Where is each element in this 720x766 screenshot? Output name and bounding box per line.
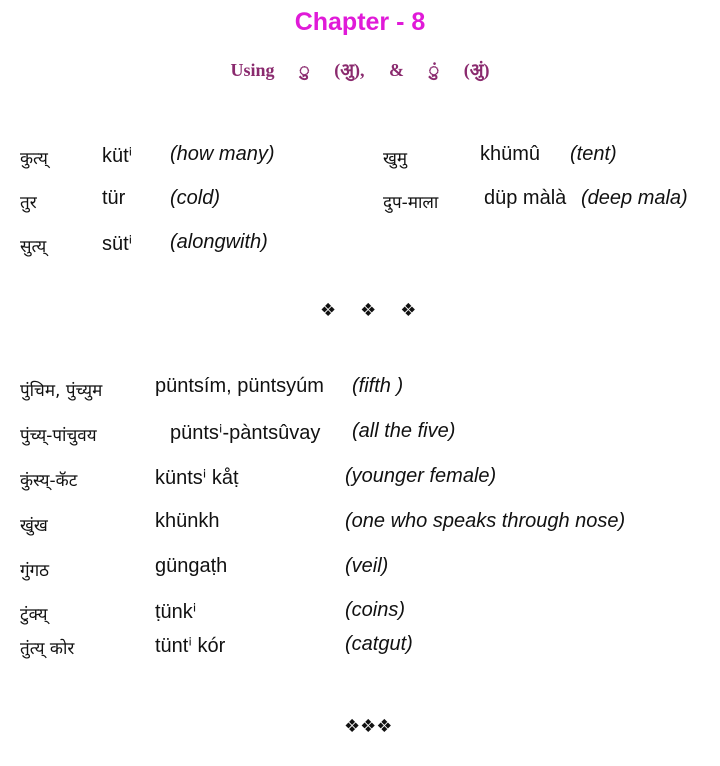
- subtitle-example-u: (अु),: [334, 60, 365, 80]
- word-devanagari: तुर: [20, 193, 37, 213]
- word-devanagari: कुत्य्: [20, 149, 48, 169]
- word-transliteration: güngaṭh: [155, 555, 228, 577]
- word-devanagari: गुंगठ: [20, 561, 50, 581]
- word-transliteration: püntsím, püntsyúm: [155, 375, 324, 397]
- chapter-subtitle: [0, 58, 720, 82]
- word-transliteration: püntsⁱ-pàntsûvay: [170, 422, 321, 444]
- word-gloss: (alongwith): [170, 231, 268, 253]
- word-gloss: (cold): [170, 187, 221, 209]
- diamond-ornament-icon: ❖: [400, 300, 417, 321]
- section-ornament: [320, 300, 440, 321]
- word-gloss: (catgut): [345, 633, 413, 655]
- diamond-ornament-icon: ❖: [360, 300, 377, 321]
- word-gloss: (how many): [170, 143, 275, 165]
- subtitle-using: Using: [230, 60, 275, 80]
- word-gloss: (tent): [570, 143, 617, 165]
- word-transliteration: sütⁱ: [102, 233, 133, 255]
- word-devanagari: पुंच्य्-पांचुवय: [20, 426, 97, 446]
- diamond-ornament-icon: ❖: [320, 300, 337, 321]
- word-gloss: (veil): [345, 555, 389, 577]
- word-devanagari: सुत्य्: [20, 237, 47, 257]
- word-transliteration: ṭünkⁱ: [155, 601, 197, 623]
- word-devanagari: टुंक्य्: [20, 605, 48, 625]
- word-devanagari: खुंख: [20, 516, 48, 536]
- word-gloss: (all the five): [352, 420, 456, 442]
- word-gloss: (fifth ): [352, 375, 404, 397]
- subtitle-ampersand: &: [389, 60, 404, 80]
- word-devanagari: तुंत्य् कोर: [20, 639, 75, 659]
- word-transliteration: küntsⁱ kåṭ: [155, 467, 239, 489]
- subtitle-mark-u: ु: [299, 60, 310, 80]
- chapter-title: Chapter - 8: [294, 8, 426, 36]
- word-devanagari: दुप-माला: [383, 193, 439, 213]
- word-gloss: (younger female): [345, 465, 497, 487]
- subtitle-mark-un: ुं: [428, 60, 440, 80]
- end-ornament: ❖❖❖: [344, 716, 393, 737]
- word-transliteration: khümû: [480, 143, 541, 165]
- subtitle-example-un: (अुं): [463, 60, 490, 80]
- word-transliteration: tüntⁱ kór: [155, 635, 226, 657]
- word-gloss: (one who speaks through nose): [345, 510, 626, 532]
- word-devanagari: पुंचिम, पुंच्युम: [20, 381, 103, 401]
- word-transliteration: khünkh: [155, 510, 220, 532]
- word-transliteration: kütⁱ: [102, 145, 133, 167]
- word-transliteration: düp màlà: [484, 187, 567, 209]
- word-gloss: (deep mala): [581, 187, 688, 209]
- word-devanagari: खुमु: [383, 149, 408, 169]
- word-gloss: (coins): [345, 599, 406, 621]
- word-transliteration: tür: [102, 187, 126, 209]
- word-devanagari: कुंस्य्-कॅट: [20, 471, 78, 491]
